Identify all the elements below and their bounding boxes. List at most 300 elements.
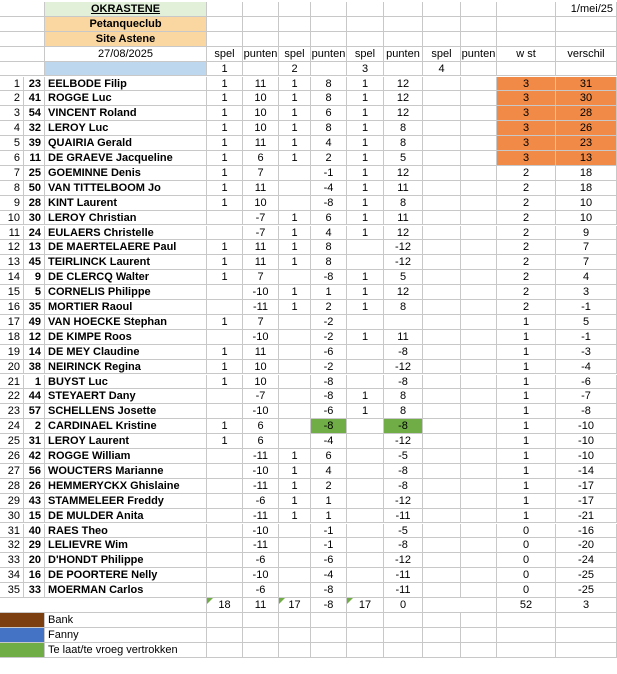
score-cell-s4[interactable] [423, 151, 461, 166]
score-cell-p2[interactable]: 6 [311, 449, 347, 464]
score-cell-s3[interactable]: 1 [347, 330, 384, 345]
score-cell-p3[interactable]: 8 [384, 404, 423, 419]
score-cell-s4[interactable] [423, 389, 461, 404]
wst-cell[interactable]: 0 [497, 524, 556, 539]
score-cell-p4[interactable] [461, 404, 497, 419]
score-cell-s3[interactable] [347, 255, 384, 270]
player-name[interactable]: KINT Laurent [45, 196, 207, 211]
score-cell-s1[interactable]: 1 [207, 91, 243, 106]
player-name[interactable]: ROGGE William [45, 449, 207, 464]
verschil-cell[interactable]: -10 [556, 434, 617, 449]
score-cell-s1[interactable]: 1 [207, 434, 243, 449]
score-cell-s3[interactable]: 1 [347, 151, 384, 166]
score-cell-s4[interactable] [423, 211, 461, 226]
score-cell-s3[interactable]: 1 [347, 285, 384, 300]
col-spel-2[interactable]: spel [279, 47, 311, 62]
score-cell-p1[interactable]: 7 [243, 166, 279, 181]
score-cell-s2[interactable] [279, 389, 311, 404]
player-number[interactable]: 5 [24, 285, 45, 300]
score-cell-p4[interactable] [461, 389, 497, 404]
score-cell-p2[interactable]: -8 [311, 419, 347, 434]
rank-cell[interactable]: 3 [0, 106, 24, 121]
score-cell-s1[interactable] [207, 494, 243, 509]
verschil-cell[interactable]: 4 [556, 270, 617, 285]
player-number[interactable]: 44 [24, 389, 45, 404]
score-cell-p3[interactable]: -5 [384, 524, 423, 539]
score-cell-p3[interactable]: 5 [384, 151, 423, 166]
player-number[interactable]: 49 [24, 315, 45, 330]
rank-cell[interactable]: 32 [0, 538, 24, 553]
score-cell-p4[interactable] [461, 524, 497, 539]
player-number[interactable]: 28 [24, 196, 45, 211]
player-number[interactable]: 24 [24, 226, 45, 241]
score-cell-s3[interactable]: 1 [347, 404, 384, 419]
score-cell-p3[interactable]: 11 [384, 330, 423, 345]
score-cell-p2[interactable]: 1 [311, 285, 347, 300]
score-cell-p4[interactable] [461, 300, 497, 315]
score-cell-p2[interactable]: 8 [311, 255, 347, 270]
score-cell-s1[interactable] [207, 553, 243, 568]
score-cell-p3[interactable]: 11 [384, 211, 423, 226]
score-cell-s2[interactable]: 1 [279, 121, 311, 136]
rank-cell[interactable]: 26 [0, 449, 24, 464]
score-cell-p1[interactable]: 11 [243, 181, 279, 196]
score-cell-s1[interactable]: 1 [207, 121, 243, 136]
total-p3[interactable]: 0 [384, 598, 423, 613]
score-cell-s1[interactable] [207, 285, 243, 300]
score-cell-p2[interactable]: -6 [311, 553, 347, 568]
col-spel-3[interactable]: spel [347, 47, 384, 62]
score-cell-s4[interactable] [423, 375, 461, 390]
sheet-title[interactable]: OKRASTENE [45, 2, 207, 17]
score-cell-p2[interactable]: -4 [311, 434, 347, 449]
score-cell-p1[interactable]: -10 [243, 404, 279, 419]
score-cell-p4[interactable] [461, 211, 497, 226]
rank-cell[interactable]: 18 [0, 330, 24, 345]
score-cell-p1[interactable]: -10 [243, 568, 279, 583]
rank-cell[interactable]: 34 [0, 568, 24, 583]
wst-cell[interactable]: 2 [497, 240, 556, 255]
player-number[interactable]: 57 [24, 404, 45, 419]
score-cell-s3[interactable] [347, 345, 384, 360]
player-name[interactable]: CARDINAEL Kristine [45, 419, 207, 434]
score-cell-s4[interactable] [423, 583, 461, 598]
score-cell-p1[interactable]: -10 [243, 464, 279, 479]
score-cell-s1[interactable]: 1 [207, 270, 243, 285]
score-cell-p1[interactable]: 11 [243, 77, 279, 92]
wst-cell[interactable]: 0 [497, 583, 556, 598]
player-number[interactable]: 38 [24, 360, 45, 375]
rank-cell[interactable]: 9 [0, 196, 24, 211]
rank-cell[interactable]: 19 [0, 345, 24, 360]
score-cell-p1[interactable]: 6 [243, 151, 279, 166]
score-cell-s4[interactable] [423, 77, 461, 92]
verschil-cell[interactable]: -8 [556, 404, 617, 419]
score-cell-p3[interactable]: -8 [384, 375, 423, 390]
rank-cell[interactable]: 23 [0, 404, 24, 419]
score-cell-p2[interactable]: 4 [311, 136, 347, 151]
score-cell-s1[interactable] [207, 389, 243, 404]
score-cell-s2[interactable] [279, 330, 311, 345]
score-cell-p2[interactable]: -8 [311, 583, 347, 598]
wst-cell[interactable]: 0 [497, 538, 556, 553]
verschil-cell[interactable]: 7 [556, 240, 617, 255]
rank-cell[interactable]: 25 [0, 434, 24, 449]
score-cell-p1[interactable]: -6 [243, 553, 279, 568]
player-name[interactable]: WOUCTERS Marianne [45, 464, 207, 479]
score-cell-p3[interactable]: 8 [384, 136, 423, 151]
score-cell-p1[interactable]: 10 [243, 91, 279, 106]
verschil-cell[interactable]: -1 [556, 300, 617, 315]
player-number[interactable]: 54 [24, 106, 45, 121]
wst-cell[interactable]: 1 [497, 404, 556, 419]
score-cell-s1[interactable]: 1 [207, 151, 243, 166]
score-cell-s4[interactable] [423, 345, 461, 360]
score-cell-s3[interactable]: 1 [347, 300, 384, 315]
score-cell-s2[interactable] [279, 270, 311, 285]
score-cell-p3[interactable]: -8 [384, 479, 423, 494]
player-name[interactable]: TEIRLINCK Laurent [45, 255, 207, 270]
wst-cell[interactable]: 0 [497, 568, 556, 583]
score-cell-p4[interactable] [461, 166, 497, 181]
score-cell-s3[interactable] [347, 360, 384, 375]
player-number[interactable]: 41 [24, 91, 45, 106]
score-cell-p2[interactable]: -8 [311, 389, 347, 404]
score-cell-s3[interactable] [347, 315, 384, 330]
score-cell-s1[interactable]: 1 [207, 181, 243, 196]
score-cell-p4[interactable] [461, 181, 497, 196]
rank-cell[interactable]: 17 [0, 315, 24, 330]
wst-cell[interactable]: 3 [497, 77, 556, 92]
score-cell-p1[interactable]: 6 [243, 419, 279, 434]
score-cell-p4[interactable] [461, 121, 497, 136]
col-verschil[interactable]: verschil [556, 47, 617, 62]
score-cell-s2[interactable]: 1 [279, 136, 311, 151]
score-cell-s3[interactable]: 1 [347, 270, 384, 285]
score-cell-p2[interactable]: -8 [311, 375, 347, 390]
wst-cell[interactable]: 3 [497, 136, 556, 151]
score-cell-s1[interactable] [207, 479, 243, 494]
score-cell-s1[interactable] [207, 330, 243, 345]
score-cell-s4[interactable] [423, 255, 461, 270]
rank-cell[interactable]: 11 [0, 226, 24, 241]
score-cell-p3[interactable]: 5 [384, 270, 423, 285]
col-punten-4[interactable]: punten [461, 47, 496, 60]
score-cell-p1[interactable]: 10 [243, 121, 279, 136]
player-number[interactable]: 33 [24, 583, 45, 598]
score-cell-p2[interactable]: -1 [311, 524, 347, 539]
score-cell-p1[interactable]: 10 [243, 196, 279, 211]
player-number[interactable]: 16 [24, 568, 45, 583]
score-cell-p4[interactable] [461, 464, 497, 479]
score-cell-p4[interactable] [461, 136, 497, 151]
score-cell-p4[interactable] [461, 91, 497, 106]
rank-cell[interactable]: 20 [0, 360, 24, 375]
verschil-cell[interactable]: -25 [556, 583, 617, 598]
score-cell-s2[interactable]: 1 [279, 449, 311, 464]
score-cell-p2[interactable]: 4 [311, 226, 347, 241]
score-cell-p1[interactable]: 10 [243, 375, 279, 390]
score-cell-p3[interactable]: -12 [384, 553, 423, 568]
verschil-cell[interactable]: -3 [556, 345, 617, 360]
score-cell-p4[interactable] [461, 553, 497, 568]
wst-cell[interactable]: 1 [497, 419, 556, 434]
score-cell-p4[interactable] [461, 583, 497, 598]
rank-cell[interactable]: 30 [0, 509, 24, 524]
verschil-cell[interactable]: 31 [556, 77, 617, 92]
wst-cell[interactable]: 1 [497, 509, 556, 524]
score-cell-p2[interactable]: 2 [311, 300, 347, 315]
rank-cell[interactable]: 24 [0, 419, 24, 434]
wst-cell[interactable]: 1 [497, 345, 556, 360]
score-cell-p1[interactable]: 11 [243, 255, 279, 270]
score-cell-s3[interactable]: 1 [347, 91, 384, 106]
score-cell-p2[interactable]: 8 [311, 77, 347, 92]
rank-cell[interactable]: 27 [0, 464, 24, 479]
player-name[interactable]: CORNELIS Philippe [45, 285, 207, 300]
wst-cell[interactable]: 1 [497, 375, 556, 390]
player-name[interactable]: STAMMELEER Freddy [45, 494, 207, 509]
score-cell-s1[interactable]: 1 [207, 166, 243, 181]
score-cell-p3[interactable]: 8 [384, 300, 423, 315]
player-name[interactable]: MOERMAN Carlos [45, 583, 207, 598]
total-s2[interactable]: 17 [279, 598, 311, 613]
col-spel-4[interactable]: spel [423, 47, 461, 62]
wst-cell[interactable]: 2 [497, 196, 556, 211]
score-cell-p3[interactable]: -11 [384, 509, 423, 524]
player-name[interactable]: GOEMINNE Denis [45, 166, 207, 181]
score-cell-s2[interactable] [279, 315, 311, 330]
player-name[interactable]: DE MULDER Anita [45, 509, 207, 524]
player-number[interactable]: 56 [24, 464, 45, 479]
score-cell-s3[interactable]: 1 [347, 166, 384, 181]
club-name[interactable]: Petanqueclub [45, 17, 207, 32]
total-s1[interactable]: 18 [207, 598, 243, 613]
player-name[interactable]: HEMMERYCKX Ghislaine [45, 479, 207, 494]
score-cell-p4[interactable] [461, 449, 497, 464]
score-cell-p2[interactable]: -6 [311, 404, 347, 419]
score-cell-p4[interactable] [461, 240, 497, 255]
score-cell-s2[interactable] [279, 404, 311, 419]
verschil-cell[interactable]: 5 [556, 315, 617, 330]
score-cell-p2[interactable]: -2 [311, 330, 347, 345]
score-cell-s2[interactable]: 1 [279, 151, 311, 166]
score-cell-s2[interactable] [279, 524, 311, 539]
score-cell-s4[interactable] [423, 419, 461, 434]
score-cell-s4[interactable] [423, 509, 461, 524]
score-cell-s2[interactable]: 1 [279, 494, 311, 509]
game-number-4[interactable]: 4 [423, 62, 461, 77]
verschil-cell[interactable]: 13 [556, 151, 617, 166]
wst-cell[interactable]: 1 [497, 315, 556, 330]
score-cell-s3[interactable] [347, 568, 384, 583]
score-cell-p1[interactable]: -10 [243, 330, 279, 345]
verschil-cell[interactable]: -14 [556, 464, 617, 479]
verschil-cell[interactable]: -17 [556, 479, 617, 494]
date-top[interactable]: 1/mei/25 [556, 2, 617, 17]
score-cell-s3[interactable] [347, 494, 384, 509]
score-cell-p4[interactable] [461, 255, 497, 270]
score-cell-p1[interactable]: -11 [243, 479, 279, 494]
score-cell-p1[interactable]: -7 [243, 389, 279, 404]
score-cell-p2[interactable]: -1 [311, 538, 347, 553]
score-cell-p3[interactable]: -12 [384, 494, 423, 509]
score-cell-s3[interactable]: 1 [347, 181, 384, 196]
wst-cell[interactable]: 1 [497, 494, 556, 509]
score-cell-p3[interactable]: -12 [384, 255, 423, 270]
player-number[interactable]: 13 [24, 240, 45, 255]
verschil-cell[interactable]: 10 [556, 196, 617, 211]
player-name[interactable]: DE CLERCQ Walter [45, 270, 207, 285]
score-cell-s4[interactable] [423, 330, 461, 345]
score-cell-p2[interactable]: 8 [311, 240, 347, 255]
player-name[interactable]: LELIEVRE Wim [45, 538, 207, 553]
score-cell-s3[interactable] [347, 553, 384, 568]
col-punten-3[interactable]: punten [384, 47, 423, 62]
score-cell-p3[interactable]: -12 [384, 240, 423, 255]
score-cell-p2[interactable]: -4 [311, 181, 347, 196]
score-cell-s3[interactable]: 1 [347, 77, 384, 92]
player-number[interactable]: 43 [24, 494, 45, 509]
rank-cell[interactable]: 16 [0, 300, 24, 315]
score-cell-p3[interactable] [384, 315, 423, 330]
wst-cell[interactable]: 2 [497, 270, 556, 285]
verschil-cell[interactable]: 26 [556, 121, 617, 136]
score-cell-s3[interactable] [347, 509, 384, 524]
score-cell-p1[interactable]: 6 [243, 434, 279, 449]
score-cell-s2[interactable] [279, 375, 311, 390]
score-cell-s4[interactable] [423, 106, 461, 121]
total-s3[interactable]: 17 [347, 598, 384, 613]
score-cell-s2[interactable] [279, 538, 311, 553]
wst-cell[interactable]: 2 [497, 211, 556, 226]
score-cell-s4[interactable] [423, 240, 461, 255]
rank-cell[interactable]: 35 [0, 583, 24, 598]
score-cell-p3[interactable]: 8 [384, 121, 423, 136]
score-cell-s2[interactable]: 1 [279, 211, 311, 226]
score-cell-s3[interactable] [347, 479, 384, 494]
player-name[interactable]: LEROY Luc [45, 121, 207, 136]
score-cell-s4[interactable] [423, 196, 461, 211]
score-cell-s4[interactable] [423, 315, 461, 330]
wst-cell[interactable]: 1 [497, 389, 556, 404]
col-punten-1[interactable]: punten [243, 47, 278, 60]
score-cell-p2[interactable]: -8 [311, 270, 347, 285]
player-number[interactable]: 12 [24, 330, 45, 345]
score-cell-p2[interactable]: -4 [311, 568, 347, 583]
verschil-cell[interactable]: 30 [556, 91, 617, 106]
wst-cell[interactable]: 1 [497, 360, 556, 375]
score-cell-s2[interactable]: 1 [279, 255, 311, 270]
score-cell-p4[interactable] [461, 360, 497, 375]
player-name[interactable]: VAN HOECKE Stephan [45, 315, 207, 330]
score-cell-p3[interactable]: 8 [384, 196, 423, 211]
score-cell-p4[interactable] [461, 434, 497, 449]
score-cell-p1[interactable]: 10 [243, 106, 279, 121]
score-cell-p1[interactable]: -10 [243, 285, 279, 300]
score-cell-s3[interactable] [347, 419, 384, 434]
score-cell-p3[interactable]: 11 [384, 181, 423, 196]
player-number[interactable]: 14 [24, 345, 45, 360]
score-cell-s1[interactable]: 1 [207, 255, 243, 270]
score-cell-s4[interactable] [423, 434, 461, 449]
score-cell-s3[interactable]: 1 [347, 106, 384, 121]
score-cell-s4[interactable] [423, 270, 461, 285]
verschil-cell[interactable]: 18 [556, 166, 617, 181]
wst-cell[interactable]: 1 [497, 330, 556, 345]
score-cell-s4[interactable] [423, 300, 461, 315]
score-cell-s4[interactable] [423, 91, 461, 106]
score-cell-s2[interactable]: 1 [279, 226, 311, 241]
score-cell-s2[interactable]: 1 [279, 106, 311, 121]
score-cell-p3[interactable]: 12 [384, 77, 423, 92]
score-cell-s1[interactable]: 1 [207, 77, 243, 92]
player-number[interactable]: 50 [24, 181, 45, 196]
wst-cell[interactable]: 2 [497, 300, 556, 315]
score-cell-s2[interactable] [279, 568, 311, 583]
wst-cell[interactable]: 3 [497, 151, 556, 166]
player-name[interactable]: RAES Theo [45, 524, 207, 539]
verschil-cell[interactable]: -1 [556, 330, 617, 345]
player-name[interactable]: EULAERS Christelle [45, 226, 207, 241]
player-name[interactable]: VINCENT Roland [45, 106, 207, 121]
player-name[interactable]: DE GRAEVE Jacqueline [45, 151, 207, 166]
score-cell-s1[interactable]: 1 [207, 315, 243, 330]
rank-cell[interactable]: 7 [0, 166, 24, 181]
score-cell-s3[interactable] [347, 583, 384, 598]
player-name[interactable]: DE MEY Claudine [45, 345, 207, 360]
player-number[interactable]: 29 [24, 538, 45, 553]
score-cell-s2[interactable]: 1 [279, 285, 311, 300]
game-number-1[interactable]: 1 [207, 62, 243, 77]
col-punten-2[interactable]: punten [311, 47, 346, 60]
score-cell-p2[interactable]: 8 [311, 91, 347, 106]
score-cell-p2[interactable]: 2 [311, 479, 347, 494]
col-wst[interactable]: w st [497, 47, 556, 62]
player-name[interactable]: STEYAERT Dany [45, 389, 207, 404]
player-name[interactable]: SCHELLENS Josette [45, 404, 207, 419]
score-cell-s3[interactable]: 1 [347, 121, 384, 136]
verschil-cell[interactable]: -20 [556, 538, 617, 553]
verschil-cell[interactable]: 3 [556, 285, 617, 300]
score-cell-s4[interactable] [423, 226, 461, 241]
site-name[interactable]: Site Astene [45, 32, 207, 47]
score-cell-p2[interactable]: -2 [311, 360, 347, 375]
score-cell-p3[interactable]: -8 [384, 345, 423, 360]
score-cell-p1[interactable]: 11 [243, 345, 279, 360]
score-cell-s4[interactable] [423, 404, 461, 419]
score-cell-p3[interactable]: -8 [384, 419, 423, 434]
rank-cell[interactable]: 13 [0, 255, 24, 270]
wst-cell[interactable]: 1 [497, 434, 556, 449]
wst-cell[interactable]: 3 [497, 106, 556, 121]
score-cell-p4[interactable] [461, 196, 497, 211]
rank-cell[interactable]: 28 [0, 479, 24, 494]
score-cell-p2[interactable]: 4 [311, 464, 347, 479]
score-cell-s4[interactable] [423, 181, 461, 196]
score-cell-p2[interactable]: 6 [311, 211, 347, 226]
rank-cell[interactable]: 29 [0, 494, 24, 509]
score-cell-s1[interactable]: 1 [207, 240, 243, 255]
rank-cell[interactable]: 33 [0, 553, 24, 568]
score-cell-s1[interactable] [207, 568, 243, 583]
verschil-cell[interactable]: 28 [556, 106, 617, 121]
score-cell-p4[interactable] [461, 538, 497, 553]
wst-cell[interactable]: 2 [497, 285, 556, 300]
rank-cell[interactable]: 2 [0, 91, 24, 106]
score-cell-p4[interactable] [461, 419, 497, 434]
verschil-cell[interactable]: -16 [556, 524, 617, 539]
